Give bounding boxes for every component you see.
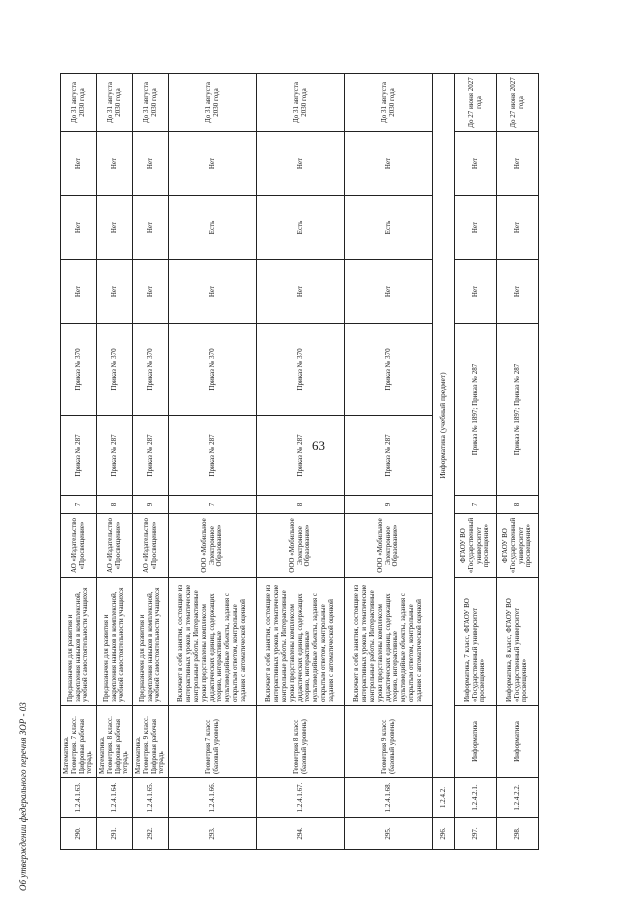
row-title: Информатика — [455, 706, 497, 778]
row-code: 1.2.4.2. — [433, 778, 455, 818]
row-order-1: Приказ № 287 — [257, 416, 345, 496]
row-cell-c3: Нет — [169, 132, 257, 196]
row-publisher: ФГАОУ ВО «Государственный университет просвещения» — [455, 514, 497, 578]
row-publisher: ФГАОУ ВО «Государственный университет просвещения» — [497, 514, 539, 578]
row-cell-c2: Нет — [61, 196, 97, 260]
row-number: 293. — [169, 818, 257, 850]
row-number: 290. — [61, 818, 97, 850]
row-cell-c2: Есть — [345, 196, 433, 260]
row-publisher: ООО «Мобильное Электронное Образование» — [345, 514, 433, 578]
row-cell-c3: Нет — [345, 132, 433, 196]
table-row — [345, 74, 433, 850]
row-description: Предназначен для развития и закрепления навыков в комплексной, учебной самостоятельности учащихся — [97, 578, 133, 706]
row-cell-c3: Нет — [257, 132, 345, 196]
row-grade: 8 — [257, 496, 345, 514]
row-order-2: Приказ № 370 — [133, 324, 169, 416]
row-cell-c1: Нет — [133, 260, 169, 324]
row-code: 1.2.4.2.1. — [455, 778, 497, 818]
row-grade: 7 — [61, 496, 97, 514]
row-cell-c1: Нет — [345, 260, 433, 324]
row-cell-c1: Нет — [455, 260, 497, 324]
row-cell-c3: Нет — [455, 132, 497, 196]
table-row — [97, 74, 133, 850]
row-description: Информатика, 8 класс, ФГАОУ ВО «Государственный университет просвещения» — [497, 578, 539, 706]
row-order-2: Приказ № 370 — [257, 324, 345, 416]
row-grade: 9 — [133, 496, 169, 514]
resources-table — [60, 73, 539, 850]
row-cell-c3: Нет — [133, 132, 169, 196]
row-order-2: Приказ № 370 — [345, 324, 433, 416]
row-order-2: Приказ № 370 — [97, 324, 133, 416]
row-description: Предназначен для развития и закрепления навыков в комплексной, учебной самостоятельности учащихся — [133, 578, 169, 706]
row-number: 292. — [133, 818, 169, 850]
row-description: Включает в себя занятия, состоящие из интерактивных уроков, и тематические контрольные работы. Интерактивные уроки представлены комплексом дидактических единиц, содержащих теорию, интерактивные мультимедийные объекты, задания с открытым ответом, контрольные задания с автоматической оценкой — [257, 578, 345, 706]
row-title: Информатика — [497, 706, 539, 778]
table-row — [133, 74, 169, 850]
table-row — [455, 74, 497, 850]
table-row — [497, 74, 539, 850]
row-deadline: До 27 июня 2027 года — [455, 74, 497, 132]
table-row — [257, 74, 345, 850]
row-title: Математика. Геометрия. 8 класс. Цифровая рабочая тетрадь — [97, 706, 133, 778]
row-code: 1.2.4.1.65. — [133, 778, 169, 818]
row-order-1: Приказ № 287 — [345, 416, 433, 496]
row-publisher: АО «Издательство «Просвещение» — [61, 514, 97, 578]
row-order-1: Приказ № 287 — [61, 416, 97, 496]
row-cell-c3: Нет — [97, 132, 133, 196]
row-code: 1.2.4.1.63. — [61, 778, 97, 818]
row-code: 1.2.4.1.66. — [169, 778, 257, 818]
row-code: 1.2.4.1.67. — [257, 778, 345, 818]
row-order-1: Приказ № 1897; Приказ № 287 — [497, 324, 539, 496]
row-cell-c3: Нет — [497, 132, 539, 196]
row-grade: 7 — [169, 496, 257, 514]
row-grade: 9 — [345, 496, 433, 514]
row-description: Включает в себя занятия, состоящие из интерактивных уроков, и тематические контрольные работы. Интерактивные уроки представлены комплексом дидактических единиц, содержащих теорию, интерактивные мультимедийные объекты, задания с открытым ответом, контрольные задания с автоматической оценкой — [169, 578, 257, 706]
row-publisher: АО «Издательство «Просвещение» — [97, 514, 133, 578]
row-number: 296. — [433, 818, 455, 850]
row-deadline: До 31 августа 2030 года — [257, 74, 345, 132]
row-deadline: До 31 августа 2030 года — [169, 74, 257, 132]
row-description: Включает в себя занятия, состоящие из интерактивных уроков, и тематические контрольные работы. Интерактивные уроки представлены комплексом дидактических единиц, содержащих теорию, интерактивные мультимедийные объекты, задания с открытым ответом, контрольные задания с автоматической оценкой — [345, 578, 433, 706]
row-publisher: ООО «Мобильное Электронное Образование» — [257, 514, 345, 578]
row-title: Геометрия 8 класс (базовый уровень) — [257, 706, 345, 778]
row-order-2: Приказ № 370 — [61, 324, 97, 416]
row-order-1: Приказ № 287 — [133, 416, 169, 496]
table-row — [61, 74, 97, 850]
footer-text: Об утверждении федерального перечня ЗОР - 03 — [18, 702, 28, 891]
row-cell-c2: Нет — [497, 196, 539, 260]
row-order-1: Приказ № 1897; Приказ № 287 — [455, 324, 497, 496]
row-code: 1.2.4.2.2. — [497, 778, 539, 818]
row-title: Геометрия 9 класс (базовый уровень) — [345, 706, 433, 778]
page-number: 63 — [312, 438, 325, 453]
row-cell-c1: Нет — [497, 260, 539, 324]
row-cell-c1: Нет — [61, 260, 97, 324]
row-description: Информатика, 7 класс, ФГАОУ ВО «Государственный университет просвещения» — [455, 578, 497, 706]
row-number: 294. — [257, 818, 345, 850]
row-title: Геометрия 7 класс (базовый уровень) — [169, 706, 257, 778]
row-title: Математика. Геометрия. 7 класс. Цифровая рабочая тетрадь — [61, 706, 97, 778]
row-cell-c2: Нет — [97, 196, 133, 260]
row-deadline: До 31 августа 2030 года — [345, 74, 433, 132]
row-publisher: АО «Издательство «Просвещение» — [133, 514, 169, 578]
row-grade: 7 — [455, 496, 497, 514]
row-cell-c2: Нет — [455, 196, 497, 260]
row-cell-c2: Есть — [257, 196, 345, 260]
row-publisher: ООО «Мобильное Электронное Образование» — [169, 514, 257, 578]
row-deadline: До 27 июня 2027 года — [497, 74, 539, 132]
row-number: 297. — [455, 818, 497, 850]
row-grade: 8 — [497, 496, 539, 514]
table-row — [169, 74, 257, 850]
row-description: Предназначен для развития и закрепления навыков в комплексной, учебной самостоятельности учащихся — [61, 578, 97, 706]
row-number: 295. — [345, 818, 433, 850]
row-order-1: Приказ № 287 — [97, 416, 133, 496]
row-order-2: Приказ № 370 — [169, 324, 257, 416]
row-grade: 8 — [97, 496, 133, 514]
row-order-1: Приказ № 287 — [169, 416, 257, 496]
section-heading: Информатика (учебный предмет) — [433, 74, 455, 778]
row-deadline: До 31 августа 2030 года — [133, 74, 169, 132]
row-code: 1.2.4.1.68. — [345, 778, 433, 818]
row-cell-c1: Нет — [97, 260, 133, 324]
table-row-section — [433, 74, 455, 850]
row-cell-c1: Нет — [257, 260, 345, 324]
row-number: 291. — [97, 818, 133, 850]
row-title: Математика. Геометрия. 9 класс. Цифровая рабочая тетрадь — [133, 706, 169, 778]
row-cell-c3: Нет — [61, 132, 97, 196]
row-cell-c2: Нет — [133, 196, 169, 260]
row-number: 298. — [497, 818, 539, 850]
row-deadline: До 31 августа 2030 года — [61, 74, 97, 132]
row-deadline: До 31 августа 2030 года — [97, 74, 133, 132]
row-cell-c1: Нет — [169, 260, 257, 324]
row-code: 1.2.4.1.64. — [97, 778, 133, 818]
row-cell-c2: Есть — [169, 196, 257, 260]
